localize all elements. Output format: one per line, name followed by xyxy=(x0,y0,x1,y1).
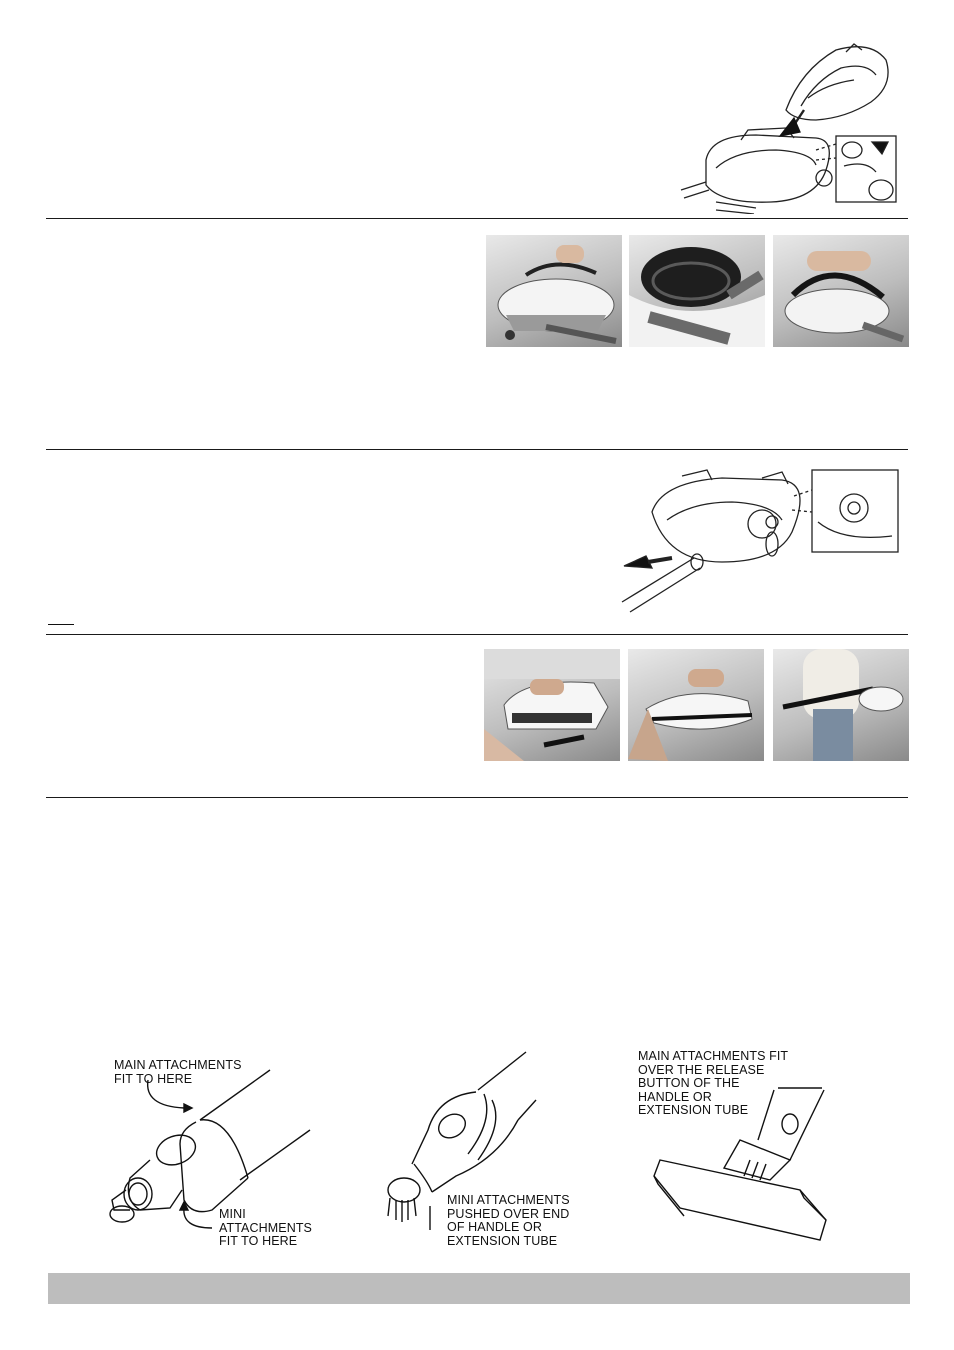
section-divider-2 xyxy=(46,449,908,450)
photo-release-3 xyxy=(773,649,909,761)
main-attachments-label: MAIN ATTACHMENTS FIT TO HERE xyxy=(114,1058,242,1086)
photo-release-2 xyxy=(628,649,764,761)
extension-tube-illustration xyxy=(612,462,904,614)
mini-pushed-label: MINI ATTACHMENTS PUSHED OVER END OF HANDLE OR EXTENSION TUBE xyxy=(447,1193,570,1248)
mini-attachments-label: MINI ATTACHMENTS FIT TO HERE xyxy=(219,1207,312,1248)
note-underline xyxy=(48,624,74,625)
section-divider-4 xyxy=(46,797,908,798)
footer-bar xyxy=(48,1273,910,1304)
section-divider-1 xyxy=(46,218,908,219)
photo-hose-wrap-1 xyxy=(486,235,622,347)
steam-unit-illustration xyxy=(676,40,912,214)
section-divider-3 xyxy=(46,634,908,635)
photo-hose-wrap-2 xyxy=(629,235,765,347)
main-release-label: MAIN ATTACHMENTS FIT OVER THE RELEASE BUTTON OF THE HANDLE OR EXTENSION TUBE xyxy=(638,1049,789,1117)
photo-release-1 xyxy=(484,649,620,761)
photo-hose-wrap-3 xyxy=(773,235,909,347)
